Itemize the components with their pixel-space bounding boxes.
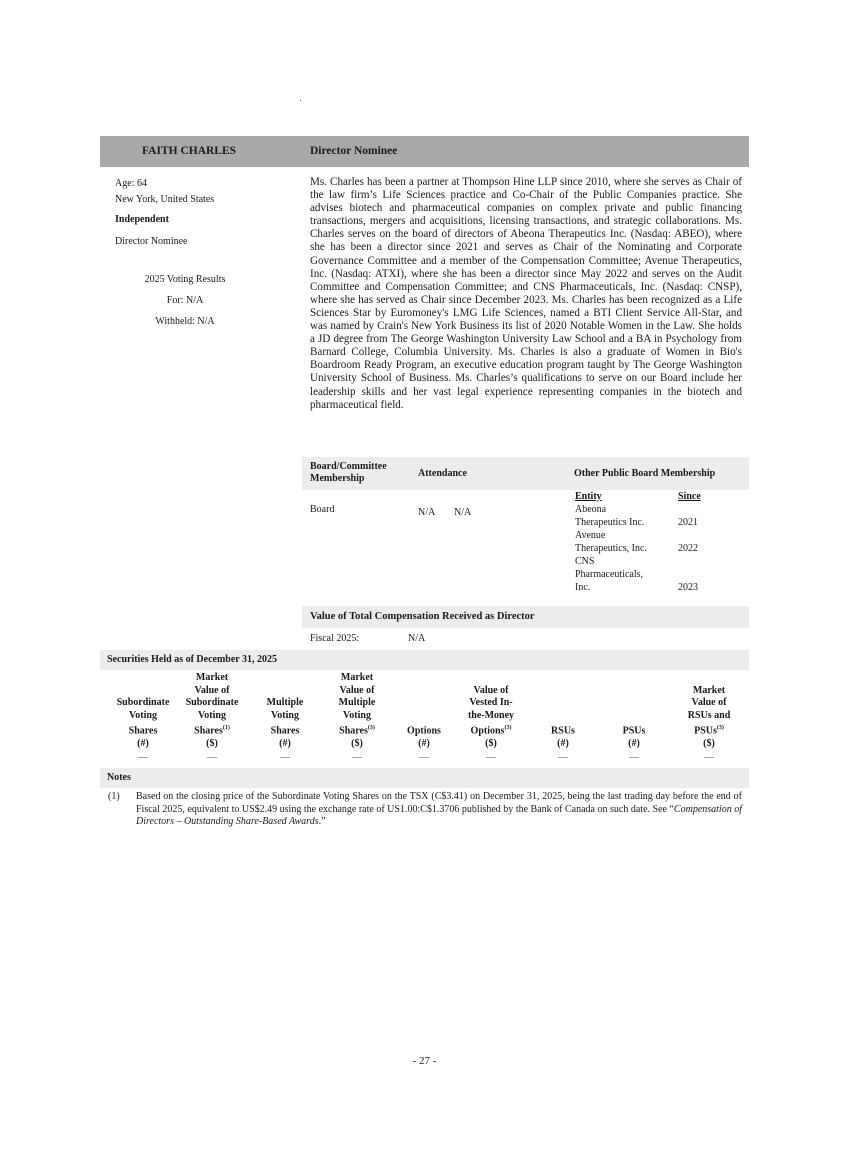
membership-value: Board [310, 504, 335, 515]
compensation-value: N/A [408, 633, 426, 644]
voting-results-title: 2025 Voting Results [144, 274, 226, 285]
entity-since: 2022 [678, 543, 698, 554]
director-role: Director Nominee [310, 145, 398, 157]
securities-column-header: RSUs (#) [551, 725, 575, 750]
securities-value: — [138, 752, 148, 763]
note-number: (1) [108, 791, 120, 802]
securities-column-header: PSUs (#) [622, 725, 646, 750]
entity-name: Therapeutics Inc. [575, 517, 645, 528]
independence-status: Independent [115, 214, 169, 225]
page-number: - 27 - [412, 1055, 437, 1067]
securities-column-header: Options (#) [407, 725, 441, 750]
securities-value: — [207, 752, 217, 763]
entity-since: 2021 [678, 517, 698, 528]
compensation-label: Fiscal 2025: [310, 633, 360, 644]
membership-column-header: Board/Committee Membership [310, 461, 387, 484]
securities-value: — [629, 752, 639, 763]
biography-text: Ms. Charles has been a partner at Thompson Hine LLP since 2010, where she serves as Chair of the law firm’s Life Sciences practice and Co-Chair of the Public Companies practice. She advises biotech and pharmaceutical companies on complex private and public financing transactions, mergers and acquisitions, licensing transactions, and strategic collaborations. Ms. Charles serves on the board of directors of Abeona Therapeutics Inc. (Nasdaq: ABEO), where she has been a director since 2021 and serves as Chair of the Nominating and Corporate Governance Committee and a member of the Compensation Committee; Avenue Therapeutics, Inc. (Nasdaq: ATXI), where she has been a director since May 2022 and serves on the Audit Committee and Compensation Committee; and CNS Pharmaceuticals, Inc. (Nasdaq: CNSP), where she has served as Chair since December 2023. Ms. Charles has been recognized as a Life Sciences Star by Euromoney's LMG Life Sciences, named a BTI Client Service All-Star, and was named by Crain's New York Business its list of 2020 Notable Women in the Law. She holds a JD degree from The George Washington University Law School and a BA in Psychology from Barnard College, Columbia University. Ms. Charles is also a graduate of Women in Bio's Boardroom Ready Program, an executive education program taught by The George Washington University School of Business. Ms. Charles’s qualifications to serve on our Board include her leadership skills and her vast legal experience representing companies in the biotech and pharmaceutical field. [310, 176, 742, 411]
profile-column [100, 167, 300, 651]
note-text: Based on the closing price of the Subordinate Voting Shares on the TSX (C$3.41) on December 31, 2025, being the last trading day before the end of Fiscal 2025, equivalent to US$2.49 using the exchange rate of US1.00:C$1.3706 published by the Bank of Canada on such date. See “Compensation of Directors – Outstanding Share-Based Awards.” [136, 791, 742, 828]
securities-value: — [280, 752, 290, 763]
stray-mark [300, 100, 301, 101]
securities-value: — [704, 752, 714, 763]
securities-value: — [419, 752, 429, 763]
attendance-value: N/A [418, 507, 436, 518]
director-name: FAITH CHARLES [142, 145, 237, 157]
securities-value: — [486, 752, 496, 763]
securities-column-header: Value of Vested In- the-Money Options$^{(3)}$ ($) [467, 684, 515, 750]
securities-title: Securities Held as of December 31, 2025 [107, 654, 278, 665]
notes-header [100, 768, 749, 788]
compensation-title: Value of Total Compensation Received as Director [310, 611, 535, 622]
entity-name: Inc. [575, 582, 591, 593]
securities-header [100, 650, 749, 670]
age: Age: 64 [115, 178, 147, 189]
entity-name: Avenue [575, 530, 606, 541]
entity-header: Entity [575, 491, 602, 502]
securities-column-header: Market Value of Subordinate Voting Shares$^{(1)}$ ($) [185, 672, 239, 750]
other-boards-column-header: Other Public Board Membership [574, 468, 716, 479]
board-table-body [302, 490, 749, 602]
attendance-column-header: Attendance [418, 468, 467, 479]
securities-column-header: Market Value of Multiple Voting Shares$^{(3)}$ ($) [338, 672, 376, 750]
securities-column-header: Market Value of RSUs and PSUs$^{(3)}$ ($) [687, 684, 731, 750]
securities-column-header: Multiple Voting Shares (#) [266, 697, 304, 750]
location: New York, United States [115, 194, 215, 205]
securities-value: — [352, 752, 362, 763]
securities-value: — [558, 752, 568, 763]
nominee-status: Director Nominee [115, 236, 188, 247]
entity-name: Abeona [575, 504, 607, 515]
director-header-bar [100, 136, 749, 167]
voting-withheld: Withheld: N/A [155, 316, 215, 327]
since-header: Since [678, 491, 701, 502]
entity-name: CNS [575, 556, 595, 567]
notes-title: Notes [107, 772, 131, 783]
entity-name: Therapeutics, Inc. [575, 543, 647, 554]
securities-column-header: Subordinate Voting Shares (#) [116, 697, 170, 750]
entity-name: Pharmaceuticals, [575, 569, 644, 580]
compensation-header [302, 606, 749, 628]
board-table-header [302, 457, 749, 490]
entity-since: 2023 [678, 582, 698, 593]
attendance-value: N/A [454, 507, 472, 518]
voting-for: For: N/A [166, 295, 204, 306]
